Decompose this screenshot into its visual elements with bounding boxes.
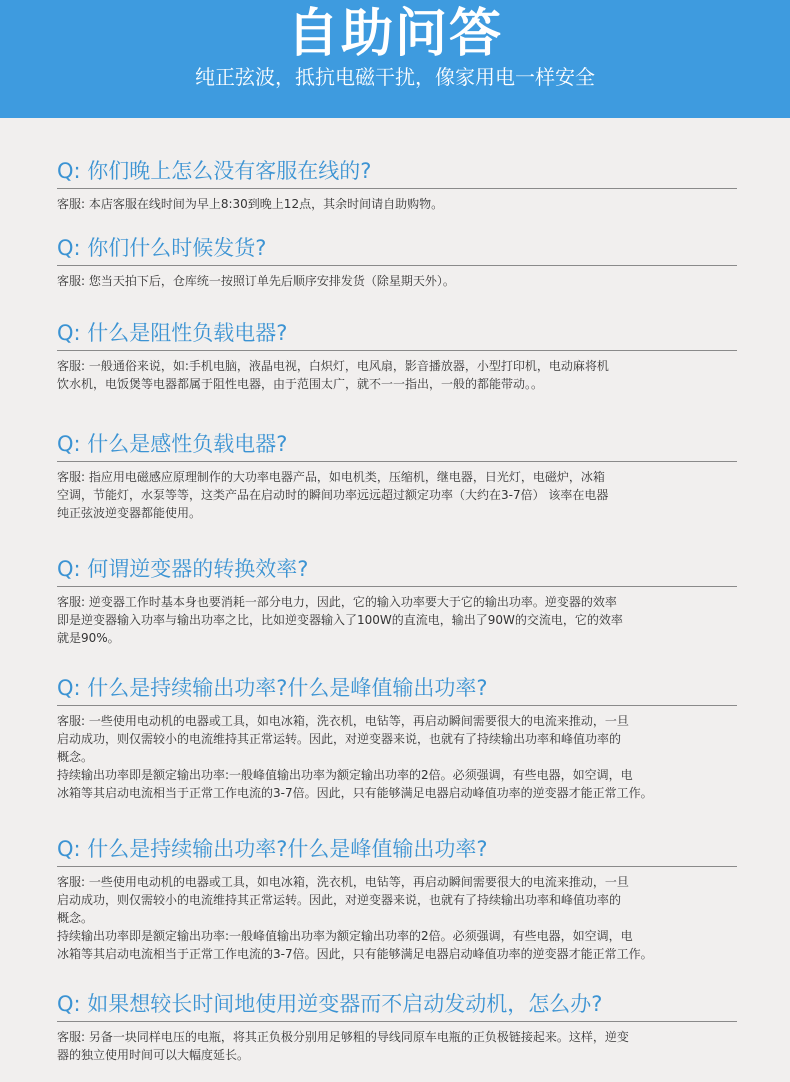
faq-answer: 客服: 您当天拍下后，仓库统一按照订单先后顺序安排发货（除星期天外）。 <box>57 274 455 288</box>
faq-answer: 客服: 一些使用电动机的电器或工具，如电冰箱，洗衣机，电钻等，再启动瞬间需要很大的电流来推动，一旦 启动成功，则仅需较小的电流维持其正常运转。因此，对逆变器来说，也就有了持续输出功率和峰值功率的 概念。 持续输出功率即是额定输出功率:一般峰值输出功率为额定输出功率的2倍。必须强调，有些电器，如空调，电 冰箱等其启动电流相当于正常工作电流的3-7倍。因此，只有能够满足电器启动峰值功率的逆变器才能正常工作。 <box>57 714 653 800</box>
faq-answer: 客服: 一般通俗来说，如:手机电脑，液晶电视，白炽灯，电风扇，影音播放器，小型打印机，电动麻将机 饮水机，电饭煲等电器都属于阻性电器，由于范围太广，就不一一指出，一般的都能带动。。 <box>57 359 609 391</box>
faq-answer: 客服: 指应用电磁感应原理制作的大功率电器产品，如电机类，压缩机，继电器，日光灯，电磁炉，冰箱 空调，节能灯，水泵等等，这类产品在启动时的瞬间功率远远超过额定功率（大约在3-7倍） 该率在电器 纯正弦波逆变器都能使用。 <box>57 470 609 520</box>
faq-item-output-power <box>57 673 737 802</box>
faq-question: Q: 你们晚上怎么没有客服在线的? <box>57 156 737 189</box>
faq-answer: 客服: 逆变器工作时基本身也要消耗一部分电力，因此，它的输入功率要大于它的输出功率。逆变器的效率 即是逆变器输入功率与输出功率之比，比如逆变器输入了100W的直流电，输出了90W的交流电，它的效率 就是90%。 <box>57 595 623 645</box>
faq-answer: 客服: 另备一块同样电压的电瓶，将其正负极分别用足够粗的导线同原车电瓶的正负极链接起来。这样，逆变 器的独立使用时间可以大幅度延长。 <box>57 1030 629 1062</box>
faq-item-shipping-time <box>57 233 737 290</box>
faq-question: Q: 如果想较长时间地使用逆变器而不启动发动机，怎么办? <box>57 989 737 1022</box>
faq-item-conversion-efficiency <box>57 554 737 647</box>
faq-item-extended-use <box>57 989 737 1064</box>
faq-question: Q: 什么是持续输出功率?什么是峰值输出功率? <box>57 673 737 706</box>
page-header <box>0 0 790 118</box>
faq-item-customer-service-hours <box>57 156 737 213</box>
faq-question: Q: 什么是阻性负载电器? <box>57 318 737 351</box>
faq-item-output-power-repeat <box>57 834 737 963</box>
page-title: 自助问答 <box>286 4 503 64</box>
faq-question: Q: 何谓逆变器的转换效率? <box>57 554 737 587</box>
faq-item-inductive-load <box>57 429 737 522</box>
faq-question: Q: 什么是感性负载电器? <box>57 429 737 462</box>
page-subtitle: 纯正弦波，抵抗电磁干扰，像家用电一样安全 <box>195 65 595 89</box>
faq-item-resistive-load <box>57 318 737 393</box>
faq-question: Q: 你们什么时候发货? <box>57 233 737 266</box>
faq-answer: 客服: 本店客服在线时间为早上8:30到晚上12点，其余时间请自助购物。 <box>57 197 444 211</box>
faq-answer: 客服: 一些使用电动机的电器或工具，如电冰箱，洗衣机，电钻等，再启动瞬间需要很大的电流来推动，一旦 启动成功，则仅需较小的电流维持其正常运转。因此，对逆变器来说，也就有了持续输出功率和峰值功率的 概念。 持续输出功率即是额定输出功率:一般峰值输出功率为额定输出功率的2倍。必须强调，有些电器，如空调，电 冰箱等其启动电流相当于正常工作电流的3-7倍。因此，只有能够满足电器启动峰值功率的逆变器才能正常工作。 <box>57 875 653 961</box>
faq-question: Q: 什么是持续输出功率?什么是峰值输出功率? <box>57 834 737 867</box>
